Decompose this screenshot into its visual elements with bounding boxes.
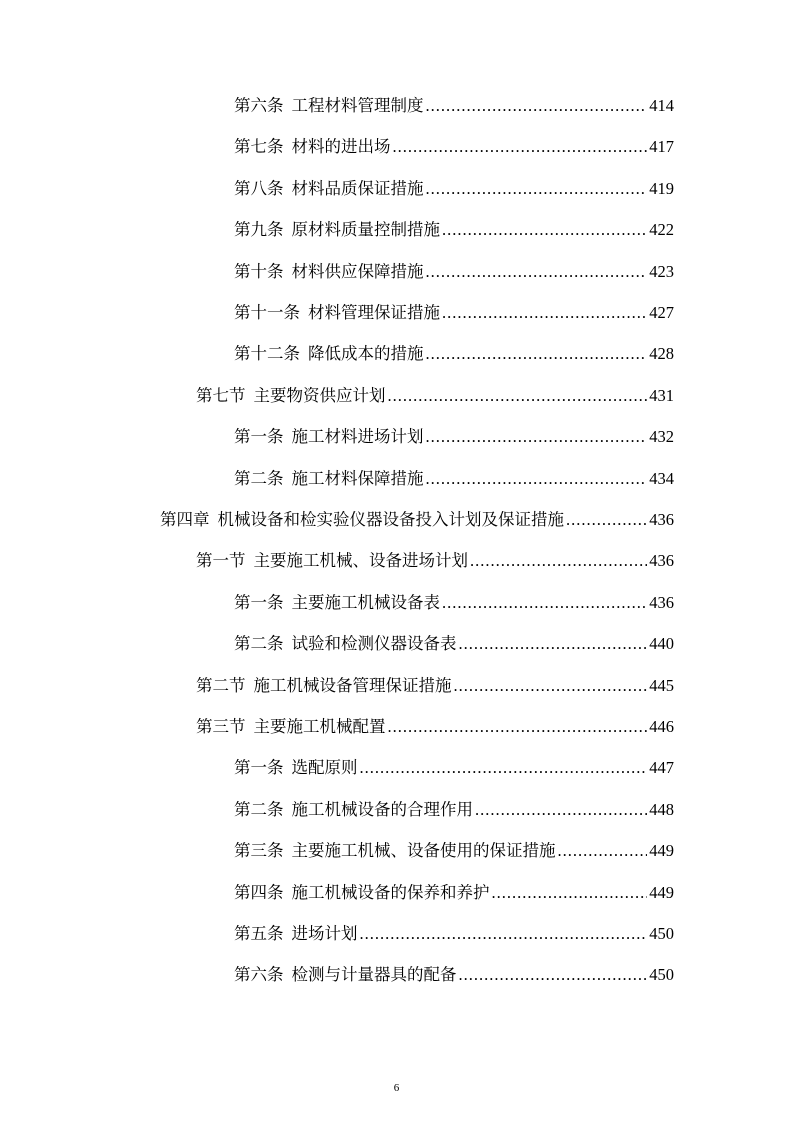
toc-entry-number: 第五条 <box>234 924 284 943</box>
toc-entry[interactable] <box>234 957 674 985</box>
toc-entry-number: 第六条 <box>234 965 284 985</box>
dot-leader <box>426 427 648 447</box>
toc-entry-page: 448 <box>649 799 674 819</box>
toc-entry-title: 机械设备和检实验仪器设备投入计划及保证措施 <box>217 510 564 529</box>
toc-entry-number: 第十二条 <box>234 344 300 364</box>
toc-entry-page: 434 <box>649 468 674 488</box>
toc-entry-page: 446 <box>649 717 674 736</box>
toc-entry[interactable] <box>234 88 674 116</box>
toc-entry[interactable] <box>234 336 674 364</box>
toc-entry[interactable] <box>196 543 674 571</box>
dot-leader <box>360 924 648 944</box>
dot-leader <box>426 469 648 489</box>
toc-entry-title: 主要施工机械配置 <box>253 717 386 736</box>
dot-leader <box>475 800 647 820</box>
toc-entry[interactable] <box>234 792 674 820</box>
toc-entry-number: 第三条 <box>234 841 284 861</box>
toc-entry-title: 施工机械设备的保养和养护 <box>291 882 490 902</box>
toc-entry-page: 432 <box>649 427 674 447</box>
toc-entry-title: 试验和检测仪器设备表 <box>291 634 457 654</box>
toc-entry-page: 450 <box>649 924 674 943</box>
toc-entry-title: 选配原则 <box>291 758 358 778</box>
dot-leader <box>454 676 648 696</box>
toc-entry-page: 436 <box>649 551 674 571</box>
dot-leader <box>442 593 647 613</box>
dot-leader <box>360 758 648 778</box>
toc-entry-page: 445 <box>649 675 674 695</box>
toc-entry-page: 414 <box>649 96 674 115</box>
toc-entry[interactable] <box>234 750 674 778</box>
toc-entry-page: 449 <box>649 882 674 902</box>
toc-entry-number: 第一条 <box>234 427 284 447</box>
toc-entry-number: 第三节 <box>196 717 246 736</box>
toc-entry-title: 工程材料管理制度 <box>291 96 424 115</box>
toc-entry-title: 检测与计量器具的配备 <box>291 965 457 985</box>
toc-entry[interactable] <box>234 833 674 861</box>
dot-leader <box>393 137 648 157</box>
toc-entry[interactable] <box>196 709 674 737</box>
toc-entry-title: 主要施工机械设备表 <box>291 592 440 612</box>
toc-entry-page: 431 <box>649 385 674 405</box>
toc-entry-title: 材料的进出场 <box>291 137 391 157</box>
toc-entry-title: 材料管理保证措施 <box>308 303 440 322</box>
dot-leader <box>442 220 647 240</box>
toc-entry-number: 第十一条 <box>234 303 300 322</box>
toc-entry-number: 第二条 <box>234 468 284 488</box>
toc-entry[interactable] <box>196 378 674 406</box>
toc-entry[interactable] <box>160 502 674 530</box>
toc-entry-number: 第一节 <box>196 551 246 571</box>
toc-entry-title: 材料品质保证措施 <box>291 178 424 198</box>
toc-entry-number: 第二条 <box>234 634 284 654</box>
dot-leader <box>426 262 648 282</box>
toc-entry-number: 第七节 <box>196 385 246 405</box>
toc-entry-title: 施工机械设备的合理作用 <box>291 799 473 819</box>
dot-leader <box>459 634 648 654</box>
page-number: 6 <box>393 1082 400 1094</box>
toc-entry[interactable] <box>234 212 674 240</box>
dot-leader <box>492 883 648 903</box>
dot-leader <box>426 96 648 116</box>
toc-entry-title: 主要施工机械、设备进场计划 <box>253 551 468 571</box>
toc-entry-page: 422 <box>649 220 674 240</box>
toc-entry-page: 436 <box>649 592 674 612</box>
toc-entry-number: 第六条 <box>234 96 284 115</box>
toc-entry[interactable] <box>234 419 674 447</box>
dot-leader <box>442 303 647 323</box>
dot-leader <box>459 965 648 985</box>
toc-entry-number: 第七条 <box>234 137 284 157</box>
toc-entry-title: 降低成本的措施 <box>308 344 424 364</box>
toc-entry-number: 第二节 <box>196 675 246 695</box>
toc-entry-number: 第二条 <box>234 799 284 819</box>
toc-entry-number: 第四章 <box>160 510 210 529</box>
toc-entry-page: 450 <box>649 965 674 985</box>
toc-entry-number: 第八条 <box>234 178 284 198</box>
toc-entry[interactable] <box>234 585 674 613</box>
toc-entry-title: 原材料质量控制措施 <box>291 220 440 240</box>
toc-entry-title: 材料供应保障措施 <box>291 261 424 281</box>
toc-entry[interactable] <box>234 461 674 489</box>
toc-entry-title: 施工材料进场计划 <box>291 427 424 447</box>
dot-leader <box>566 510 647 530</box>
toc-entry-page: 449 <box>649 841 674 861</box>
toc-entry[interactable] <box>196 668 674 696</box>
toc-entry-title: 施工材料保障措施 <box>291 468 424 488</box>
toc-entry-title: 施工机械设备管理保证措施 <box>253 675 452 695</box>
toc-entry-page: 436 <box>649 510 674 529</box>
toc-entry-number: 第一条 <box>234 758 284 778</box>
toc-entry-page: 440 <box>649 634 674 654</box>
toc-entry-title: 主要物资供应计划 <box>253 385 386 405</box>
toc-entry[interactable] <box>234 171 674 199</box>
toc-entry[interactable] <box>234 875 674 903</box>
toc-entry-title: 进场计划 <box>291 924 358 943</box>
toc-entry-number: 第九条 <box>234 220 284 240</box>
toc-entry[interactable] <box>234 916 674 944</box>
dot-leader <box>470 551 647 571</box>
toc-entry-title: 主要施工机械、设备使用的保证措施 <box>291 841 556 861</box>
dot-leader <box>558 841 648 861</box>
toc-entry-page: 419 <box>649 178 674 198</box>
dot-leader <box>388 717 648 737</box>
toc-entry-page: 447 <box>649 758 674 778</box>
toc-entry-number: 第十条 <box>234 261 284 281</box>
dot-leader <box>388 386 648 406</box>
toc-entry[interactable] <box>234 129 674 157</box>
toc-entry-page: 428 <box>649 344 674 364</box>
toc-entry[interactable] <box>234 626 674 654</box>
toc-entry-page: 423 <box>649 261 674 281</box>
toc-entry-number: 第一条 <box>234 592 284 612</box>
toc-entry-page: 427 <box>649 303 674 322</box>
toc-entry[interactable] <box>234 295 674 323</box>
toc-entry-page: 417 <box>649 137 674 157</box>
dot-leader <box>426 179 648 199</box>
dot-leader <box>426 344 648 364</box>
toc-entry-number: 第四条 <box>234 882 284 902</box>
toc-entry[interactable] <box>234 254 674 282</box>
